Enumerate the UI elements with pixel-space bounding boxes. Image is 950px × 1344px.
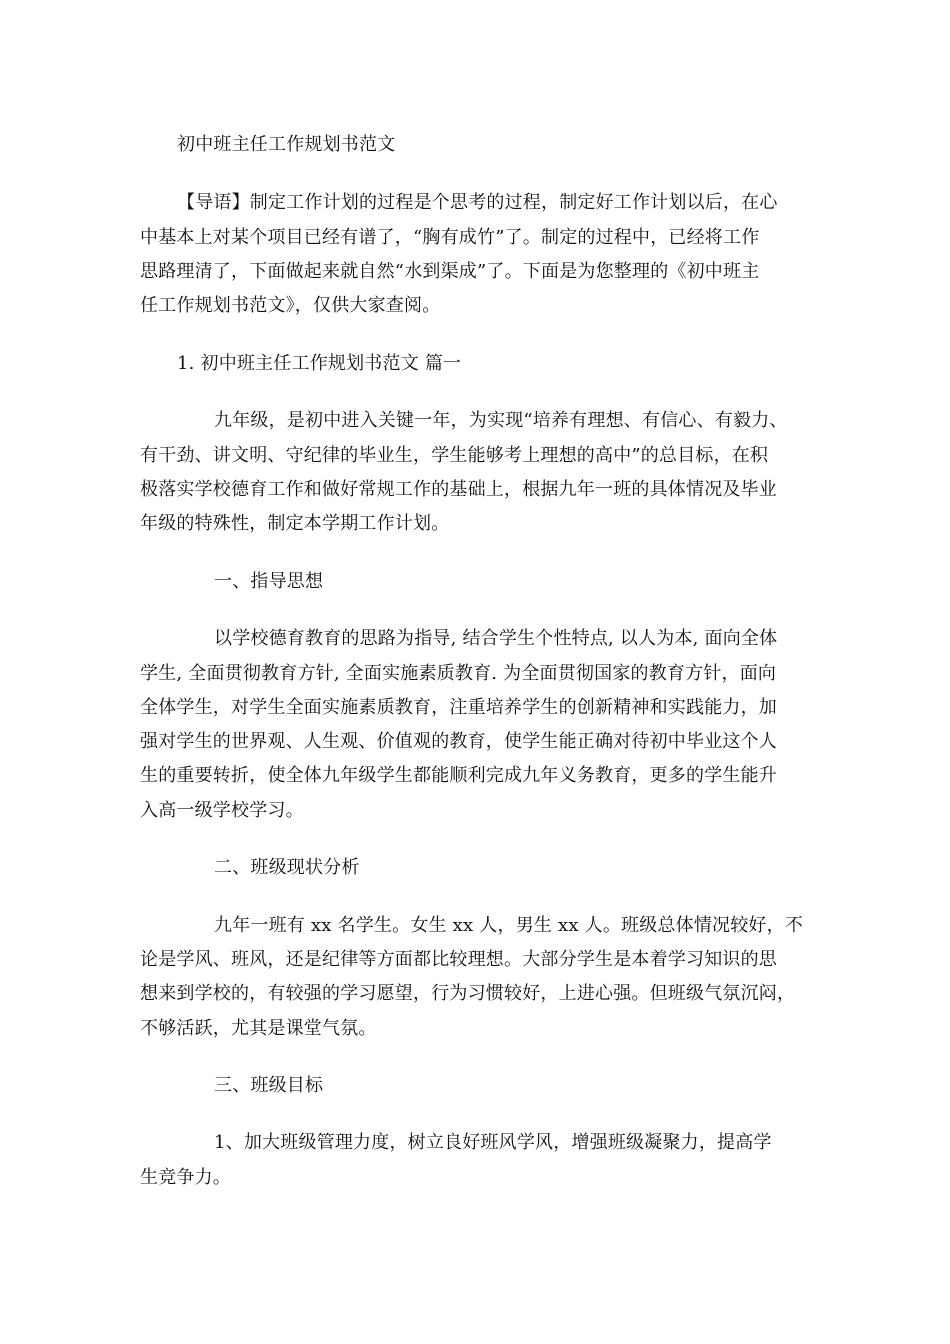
section-heading-guiding-thought: 一、指导思想 <box>214 571 324 592</box>
section-heading-class-goals: 三、班级目标 <box>214 1075 324 1096</box>
intro-line: 思路理清了，下面做起来就自然“水到渠成”了。下面是为您整理的《初中班主 <box>140 261 760 282</box>
body-line: 学生, 全面贯彻教育方针, 全面实施素质教育. 为全面贯彻国家的教育方针，面向 <box>140 663 777 684</box>
opening-line: 年级的特殊性，制定本学期工作计划。 <box>140 513 450 534</box>
body-line: 不够活跃，尤其是课堂气氛。 <box>140 1018 377 1039</box>
body-line: 入高一级学校学习。 <box>140 800 304 821</box>
body-line: 生竞争力。 <box>140 1167 231 1188</box>
body-line: 九年一班有 xx 名学生。女生 xx 人，男生 xx 人。班级总体情况较好，不 <box>214 915 804 936</box>
body-line: 强对学生的世界观、人生观、价值观的教育，使学生能正确对待初中毕业这个人 <box>140 731 777 752</box>
section-heading-class-status: 二、班级现状分析 <box>214 857 360 878</box>
document-title: 初中班主任工作规划书范文 <box>177 134 396 155</box>
body-line: 全体学生，对学生全面实施素质教育，注重培养学生的创新精神和实践能力，加 <box>140 697 777 718</box>
intro-line: 任工作规划书范文》，仅供大家查阅。 <box>140 295 441 316</box>
article-heading: 1. 初中班主任工作规划书范文 篇一 <box>177 353 462 374</box>
opening-line: 有干劲、讲文明、守纪律的毕业生，学生能够考上理想的高中”的总目标，在积 <box>140 445 769 466</box>
intro-line: 【导语】制定工作计划的过程是个思考的过程，制定好工作计划以后，在心 <box>177 192 778 213</box>
opening-line: 极落实学校德育工作和做好常规工作的基础上，根据九年一班的具体情况及毕业 <box>140 479 777 500</box>
body-line: 论是学风、班风，还是纪律等方面都比较理想。大部分学生是本着学习知识的思 <box>140 949 777 970</box>
intro-line: 中基本上对某个项目已经有谱了，“胸有成竹”了。制定的过程中，已经将工作 <box>140 227 760 248</box>
body-line: 想来到学校的，有较强的学习愿望，行为习惯较好，上进心强。但班级气氛沉闷， <box>140 983 796 1004</box>
opening-line: 九年级，是初中进入关键一年，为实现“培养有理想、有信心、有毅力、 <box>214 410 788 431</box>
body-line: 以学校德育教育的思路为指导, 结合学生个性特点, 以人为本, 面向全体 <box>214 628 778 649</box>
body-line: 1、加大班级管理力度，树立良好班风学风，增强班级凝聚力，提高学 <box>214 1132 772 1153</box>
body-line: 生的重要转折，使全体九年级学生都能顺利完成九年义务教育，更多的学生能升 <box>140 765 777 786</box>
